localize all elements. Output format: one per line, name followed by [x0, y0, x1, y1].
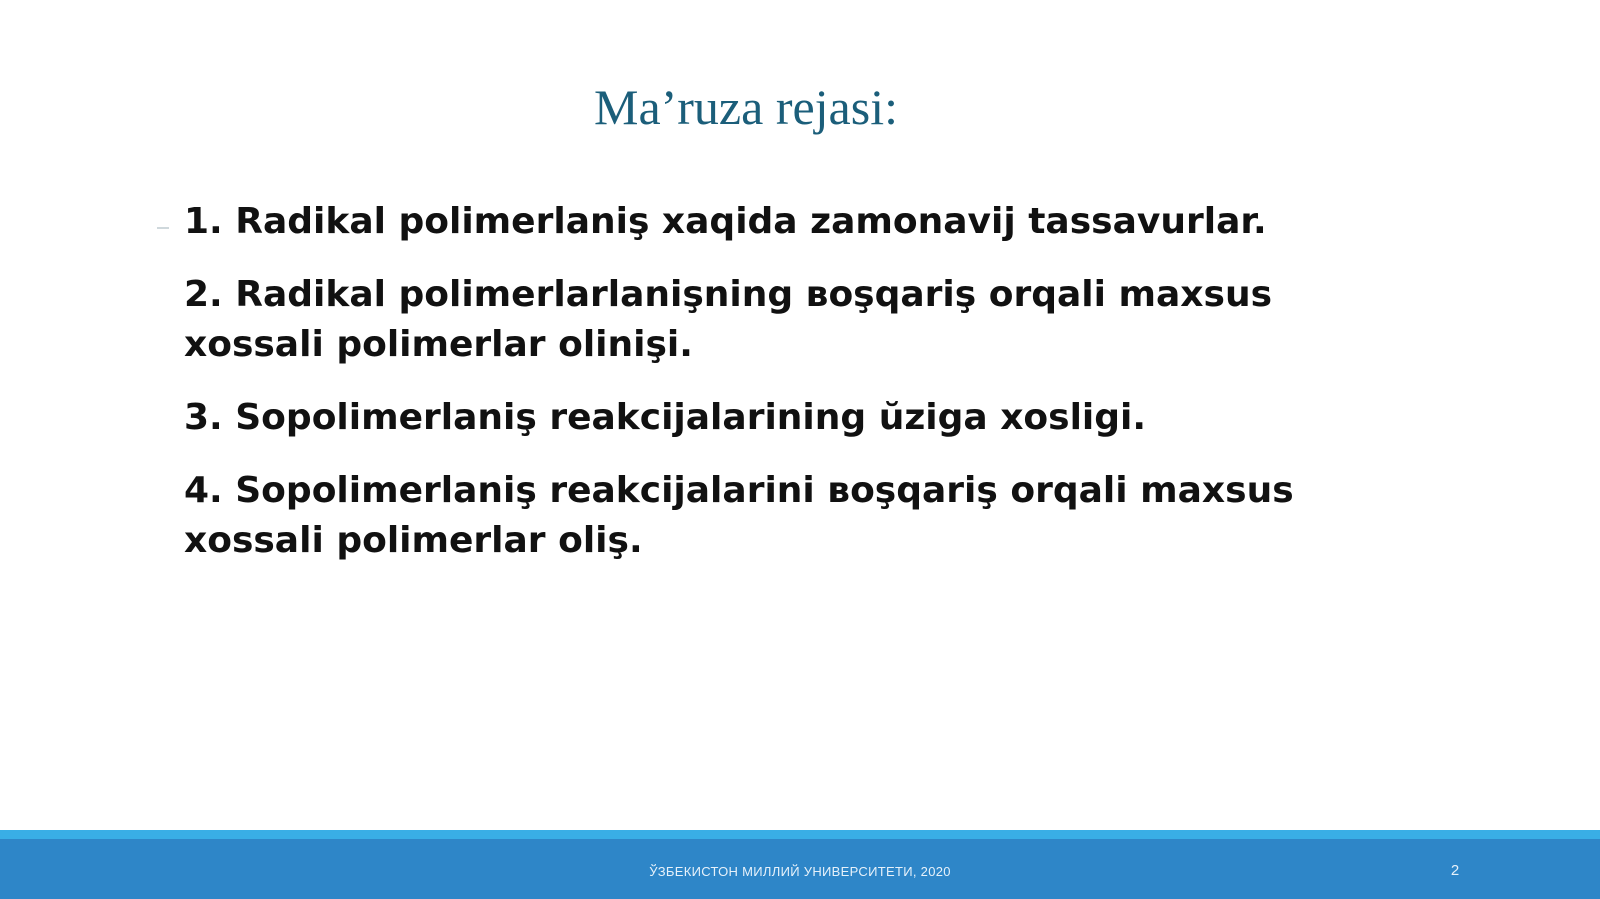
slide-title: Ma’ruza rejasi: [593, 79, 898, 135]
plan-list [184, 197, 1414, 589]
page-number: 2 [1450, 862, 1460, 879]
plan-item-1: 1. Radikal polimerlaniş xaqida zamonavij tassavurlar. [184, 201, 1267, 242]
footer-text: ЎЗБЕКИСТОН МИЛЛИЙ УНИВЕРСИТЕТИ, 2020 [649, 864, 951, 879]
footer-stripe [0, 830, 1600, 839]
plan-item-3: 3. Sopolimerlaniş reakcijalarining ŭziga xosligi. [184, 397, 1147, 438]
bullet-dash-decoration [157, 227, 169, 229]
plan-item-4: 4. Sopolimerlaniş reakcijalarini вoşqariş orqali maxsus xossali polimerlar oliş. [184, 470, 1294, 561]
plan-item-2: 2. Radikal polimerlarlanişning вoşqariş orqali maxsus xossali polimerlar olinişi. [184, 274, 1272, 365]
